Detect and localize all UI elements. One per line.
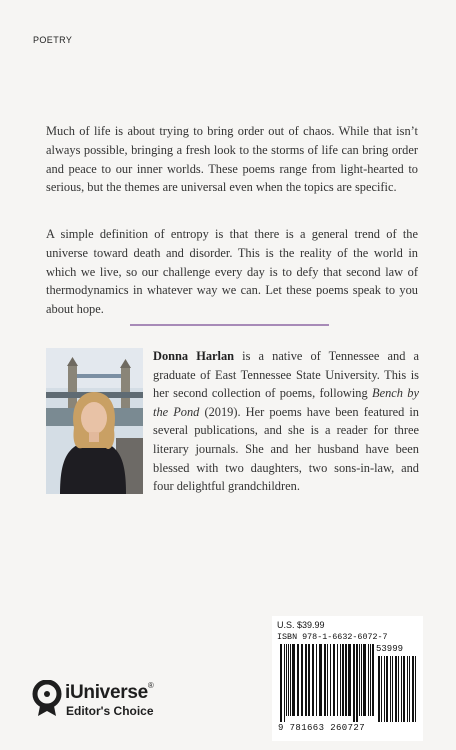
barcode-bar bbox=[324, 644, 326, 716]
barcode-number: 9 781663 260727 bbox=[278, 723, 366, 733]
barcode-bar bbox=[330, 644, 331, 716]
barcode-bar bbox=[337, 644, 338, 716]
addon-bar bbox=[384, 656, 385, 722]
barcode-bar bbox=[361, 644, 362, 716]
barcode-bar bbox=[308, 644, 310, 716]
publisher-mark-icon bbox=[32, 680, 64, 718]
addon-bar bbox=[378, 656, 380, 722]
barcode-bar bbox=[359, 644, 360, 716]
barcode-bar bbox=[316, 644, 317, 716]
addon-bar bbox=[409, 656, 410, 722]
barcode-bar bbox=[345, 644, 347, 716]
price-label: U.S. $39.99 bbox=[277, 620, 325, 630]
addon-bar bbox=[403, 656, 405, 722]
author-bio-intro: is a native of Tennessee and a graduate of East Tennessee State University. This is her second collection of poems, following bbox=[153, 349, 419, 401]
barcode-panel bbox=[272, 616, 423, 741]
barcode-bar bbox=[356, 644, 358, 722]
barcode-bar bbox=[342, 644, 344, 716]
barcode-bar bbox=[297, 644, 299, 716]
barcode-bar bbox=[348, 644, 351, 716]
addon-bar bbox=[392, 656, 393, 722]
barcode-bar bbox=[292, 644, 295, 716]
addon-bar bbox=[395, 656, 397, 722]
publisher-brand-text: iUniverse bbox=[65, 682, 148, 703]
barcode-bar bbox=[327, 644, 328, 716]
addon-bar bbox=[390, 656, 391, 722]
publisher-tagline: Editor's Choice bbox=[66, 704, 154, 718]
addon-bar bbox=[398, 656, 399, 722]
author-photo-image bbox=[46, 348, 143, 494]
barcode-bars bbox=[278, 644, 418, 724]
barcode-bar bbox=[290, 644, 291, 716]
author-bio bbox=[153, 347, 419, 496]
barcode-bar bbox=[288, 644, 289, 716]
addon-bar bbox=[401, 656, 402, 722]
blurb-paragraph-2: A simple definition of entropy is that there is a general trend of the universe toward death and disorder. This is the reality of the world in which we live, so our challenge every day is to defy that second law of thermodynamics in whatever way we can. Let these poems speak to you about hope. bbox=[46, 227, 418, 317]
addon-bar bbox=[381, 656, 382, 722]
barcode-bar bbox=[370, 644, 371, 716]
barcode-bar bbox=[363, 644, 366, 716]
isbn-label: ISBN 978-1-6632-6072-7 bbox=[277, 632, 388, 642]
author-name: Donna Harlan bbox=[153, 349, 235, 363]
barcode-bar bbox=[368, 644, 369, 716]
addon-bar bbox=[407, 656, 408, 722]
barcode-bar bbox=[284, 644, 285, 722]
trademark-symbol: ® bbox=[147, 681, 154, 690]
addon-bar bbox=[412, 656, 414, 722]
barcode-bar bbox=[353, 644, 355, 722]
prior-book-title: Bench by the Pond bbox=[153, 386, 419, 419]
barcode-bar bbox=[305, 644, 307, 716]
barcode-bar bbox=[372, 644, 374, 716]
barcode-bar bbox=[280, 644, 282, 722]
publisher-brand bbox=[65, 681, 153, 704]
barcode-bar bbox=[286, 644, 287, 716]
blurb-paragraph-1: Much of life is about trying to bring order out of chaos. While that isn’t always possible, bringing a fresh look to the storms of life can bring order and peace to our inner worlds. These poems range from light-hearted to serious, but the themes are universal even when the topics are specific. bbox=[46, 124, 418, 195]
category-label: POETRY bbox=[33, 35, 73, 45]
barcode-bar bbox=[340, 644, 341, 716]
publisher-logo bbox=[32, 680, 222, 720]
author-bio-rest: (2019). Her poems have been featured in several publications, and she is a reader for three literary journals. She and her husband have been blessed with two daughters, two sons-in-law, and four delightful grandchildren. bbox=[153, 404, 419, 494]
barcode-bar bbox=[333, 644, 335, 716]
barcode-bar bbox=[319, 644, 322, 716]
author-photo bbox=[46, 348, 143, 494]
addon-bar bbox=[386, 656, 388, 722]
price-addon-code: 53999 bbox=[376, 644, 404, 654]
addon-bar bbox=[415, 656, 416, 722]
section-divider bbox=[130, 324, 329, 326]
barcode-bar bbox=[301, 644, 303, 716]
barcode-bar bbox=[312, 644, 314, 716]
